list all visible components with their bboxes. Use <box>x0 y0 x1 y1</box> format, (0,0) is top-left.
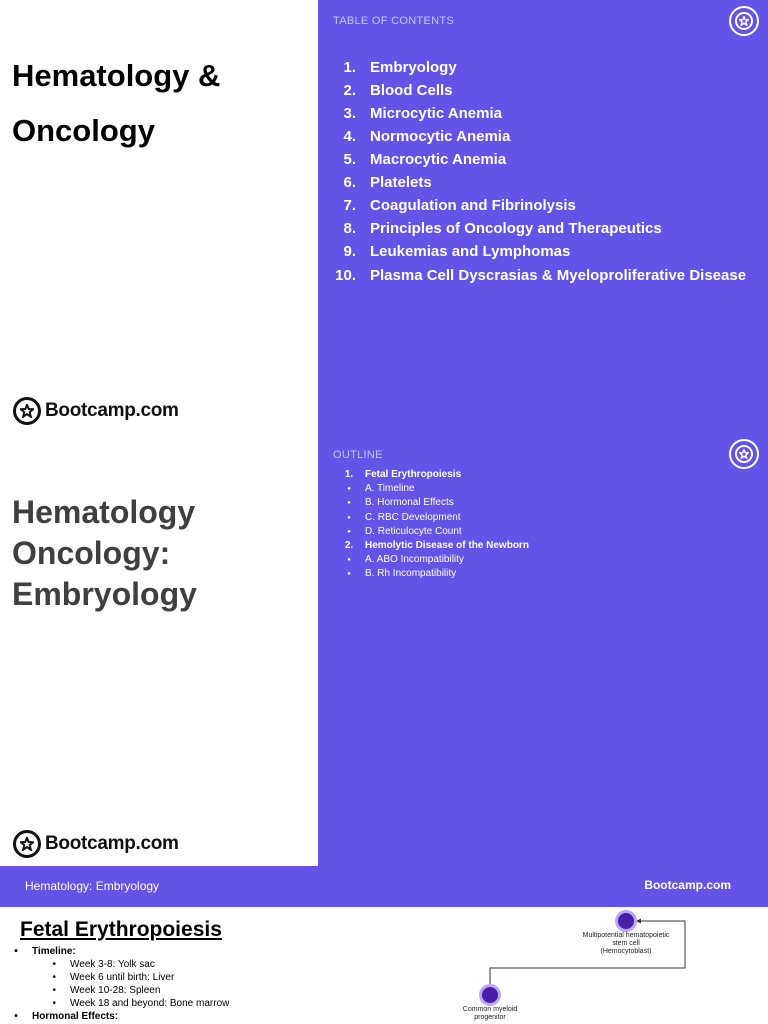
toc-item[interactable]: 6. Platelets <box>343 174 432 191</box>
stem-cell-label: Multipotential hematopoietic stem cell (Hemocytoblast) <box>582 932 670 955</box>
title-line: Oncology: <box>12 535 171 571</box>
outline-item[interactable]: ● D. Reticulocyte Count <box>347 525 462 537</box>
outline-item[interactable]: ● B. Rh Incompatibility <box>347 568 457 580</box>
title-line: Hematology & <box>12 58 221 93</box>
toc-item[interactable]: 8. Principles of Oncology and Therapeutics <box>343 220 662 237</box>
progenitor-label: Common myeloid progenitor <box>462 1006 518 1021</box>
slide-banner <box>0 866 768 907</box>
outline-item[interactable]: ● A. ABO Incompatibility <box>347 554 464 566</box>
toc-label: TABLE OF CONTENTS <box>333 15 455 27</box>
bootcamp-logo <box>13 830 179 858</box>
outline-list <box>333 468 753 582</box>
title-line: Oncology <box>12 113 155 148</box>
outline-label: OUTLINE <box>333 449 383 461</box>
bootcamp-logo <box>13 397 179 425</box>
outline-item[interactable]: ● B. Hormonal Effects <box>347 497 454 509</box>
section-title <box>12 492 312 615</box>
star-badge-icon <box>729 439 759 469</box>
title-line: Hematology <box>12 494 196 530</box>
toc-item[interactable]: 3. Microcytic Anemia <box>343 105 502 122</box>
logo-text: Bootcamp.com <box>45 400 179 421</box>
toc-item[interactable]: 9. Leukemias and Lymphomas <box>343 243 571 260</box>
logo-text: Bootcamp.com <box>45 833 179 854</box>
stem-cell-icon <box>615 910 637 932</box>
list-item: • Week 18 and beyond: Bone marrow <box>52 998 230 1009</box>
content-title: Fetal Erythropoiesis <box>20 918 222 941</box>
outline-item[interactable]: ● A. Timeline <box>347 483 415 495</box>
hematopoiesis-diagram <box>430 905 768 1024</box>
slide-title <box>12 48 312 158</box>
toc-item[interactable]: 5. Macrocytic Anemia <box>343 151 507 168</box>
table-of-contents <box>328 56 748 288</box>
toc-item[interactable]: 1. Embryology <box>343 59 457 76</box>
star-badge-icon <box>729 6 759 36</box>
outline-item[interactable]: 1. Fetal Erythropoiesis <box>344 469 462 480</box>
banner-brand: Bootcamp.com <box>644 878 731 892</box>
star-icon <box>13 830 41 858</box>
toc-item[interactable]: 4. Normocytic Anemia <box>343 128 511 145</box>
toc-item[interactable]: 7. Coagulation and Fibrinolysis <box>343 197 576 214</box>
toc-item[interactable]: 10. Plasma Cell Dyscrasias & Myeloproliferative Disease <box>335 267 747 284</box>
banner-title: Hematology: Embryology <box>25 879 160 893</box>
list-item: • Week 6 until birth: Liver <box>52 972 175 983</box>
notes-list <box>0 945 420 1023</box>
star-icon <box>13 397 41 425</box>
outline-item[interactable]: ● C. RBC Development <box>347 511 461 523</box>
list-item: • Week 3-8: Yolk sac <box>52 959 155 970</box>
toc-item[interactable]: 2. Blood Cells <box>343 82 453 99</box>
list-item: • Week 10-28: Spleen <box>52 985 161 996</box>
title-line: Embryology <box>12 576 197 612</box>
bullet-heading: • Timeline: <box>14 946 76 957</box>
myeloid-progenitor-icon <box>479 984 501 1006</box>
outline-item[interactable]: 2. Hemolytic Disease of the Newborn <box>344 540 529 552</box>
bullet-heading: • Hormonal Effects: <box>14 1011 119 1022</box>
